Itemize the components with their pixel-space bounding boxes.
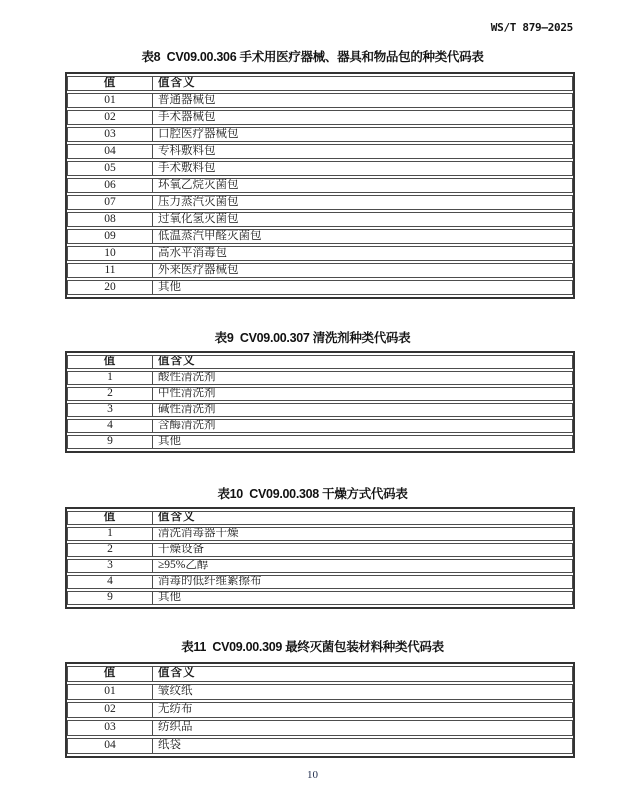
table-row bbox=[67, 144, 573, 159]
meaning-cell: 环氧乙烷灭菌包 bbox=[153, 178, 573, 193]
meaning-cell: 专科敷料包 bbox=[153, 144, 573, 159]
meaning-cell: 纺织品 bbox=[153, 720, 573, 736]
table-row bbox=[67, 280, 573, 295]
meaning-cell: 干燥设备 bbox=[153, 543, 573, 557]
value-cell: 06 bbox=[67, 178, 153, 193]
meaning-cell: 低温蒸汽甲醛灭菌包 bbox=[153, 229, 573, 244]
value-cell: 2 bbox=[67, 543, 153, 557]
meaning-cell: 纸袋 bbox=[153, 738, 573, 754]
value-cell: 04 bbox=[67, 144, 153, 159]
table-row bbox=[67, 127, 573, 142]
value-column-header: 值 bbox=[67, 511, 153, 525]
table-row bbox=[67, 591, 573, 605]
table-row bbox=[67, 575, 573, 589]
table-row bbox=[67, 263, 573, 278]
value-cell: 4 bbox=[67, 419, 153, 433]
table8-title: 表8 CV09.00.306 手术用医疗器械、器具和物品包的种类代码表 bbox=[141, 50, 484, 64]
value-cell: 2 bbox=[67, 387, 153, 401]
value-cell: 20 bbox=[67, 280, 153, 295]
value-cell: 4 bbox=[67, 575, 153, 589]
table11-title: 表11 CV09.00.309 最终灭菌包装材料种类代码表 bbox=[181, 640, 444, 654]
meaning-column-header: 值含义 bbox=[153, 355, 573, 369]
meaning-cell: 手术敷料包 bbox=[153, 161, 573, 176]
meaning-cell: 其他 bbox=[153, 435, 573, 449]
table-header-row bbox=[67, 355, 573, 369]
value-cell: 1 bbox=[67, 527, 153, 541]
meaning-cell: 过氧化氢灭菌包 bbox=[153, 212, 573, 227]
table9-title: 表9 CV09.00.307 清洗剂种类代码表 bbox=[214, 331, 411, 345]
value-cell: 05 bbox=[67, 161, 153, 176]
value-column-header: 值 bbox=[67, 355, 153, 369]
table-row bbox=[67, 419, 573, 433]
table10-drying-method-codes bbox=[65, 507, 575, 609]
page-number: 10 bbox=[307, 769, 318, 781]
value-cell: 1 bbox=[67, 371, 153, 385]
meaning-cell: 高水平消毒包 bbox=[153, 246, 573, 261]
table-row bbox=[67, 195, 573, 210]
meaning-cell: 压力蒸汽灭菌包 bbox=[153, 195, 573, 210]
table-row bbox=[67, 229, 573, 244]
table-row bbox=[67, 371, 573, 385]
meaning-cell: 清洗消毒器干燥 bbox=[153, 527, 573, 541]
table-row bbox=[67, 161, 573, 176]
table-row bbox=[67, 527, 573, 541]
meaning-cell: 皱纹纸 bbox=[153, 684, 573, 700]
table-row bbox=[67, 702, 573, 718]
table11-packaging-material-codes bbox=[65, 662, 575, 758]
table9-detergent-codes bbox=[65, 351, 575, 453]
value-cell: 03 bbox=[67, 720, 153, 736]
table-header-row bbox=[67, 666, 573, 682]
table-row bbox=[67, 559, 573, 573]
meaning-column-header: 值含义 bbox=[153, 511, 573, 525]
value-cell: 11 bbox=[67, 263, 153, 278]
value-cell: 03 bbox=[67, 127, 153, 142]
table10-title: 表10 CV09.00.308 干燥方式代码表 bbox=[217, 487, 408, 501]
standard-number: WS/T 879—2025 bbox=[490, 21, 573, 34]
table-row bbox=[67, 212, 573, 227]
value-cell: 01 bbox=[67, 684, 153, 700]
meaning-cell: 其他 bbox=[153, 591, 573, 605]
value-column-header: 值 bbox=[67, 666, 153, 682]
table-row bbox=[67, 684, 573, 700]
table-row bbox=[67, 178, 573, 193]
table-row bbox=[67, 403, 573, 417]
value-cell: 02 bbox=[67, 702, 153, 718]
value-cell: 04 bbox=[67, 738, 153, 754]
meaning-cell: ≥95%乙醇 bbox=[153, 559, 573, 573]
value-cell: 9 bbox=[67, 435, 153, 449]
meaning-cell: 消毒的低纤维絮擦布 bbox=[153, 575, 573, 589]
table-row bbox=[67, 543, 573, 557]
meaning-cell: 碱性清洗剂 bbox=[153, 403, 573, 417]
meaning-cell: 含酶清洗剂 bbox=[153, 419, 573, 433]
table-row bbox=[67, 738, 573, 754]
value-cell: 07 bbox=[67, 195, 153, 210]
table-header-row bbox=[67, 511, 573, 525]
value-cell: 10 bbox=[67, 246, 153, 261]
meaning-cell: 酸性清洗剂 bbox=[153, 371, 573, 385]
table-row bbox=[67, 93, 573, 108]
meaning-column-header: 值含义 bbox=[153, 76, 573, 91]
table-row bbox=[67, 246, 573, 261]
meaning-cell: 手术器械包 bbox=[153, 110, 573, 125]
meaning-cell: 其他 bbox=[153, 280, 573, 295]
table-row bbox=[67, 720, 573, 736]
meaning-cell: 中性清洗剂 bbox=[153, 387, 573, 401]
table-row bbox=[67, 387, 573, 401]
table-header-row bbox=[67, 76, 573, 91]
value-cell: 3 bbox=[67, 559, 153, 573]
meaning-cell: 外来医疗器械包 bbox=[153, 263, 573, 278]
value-cell: 9 bbox=[67, 591, 153, 605]
meaning-cell: 无纺布 bbox=[153, 702, 573, 718]
value-cell: 08 bbox=[67, 212, 153, 227]
meaning-column-header: 值含义 bbox=[153, 666, 573, 682]
table8-surgical-pack-codes bbox=[65, 72, 575, 299]
table-row bbox=[67, 435, 573, 449]
value-cell: 01 bbox=[67, 93, 153, 108]
value-column-header: 值 bbox=[67, 76, 153, 91]
value-cell: 09 bbox=[67, 229, 153, 244]
table-row bbox=[67, 110, 573, 125]
meaning-cell: 普通器械包 bbox=[153, 93, 573, 108]
meaning-cell: 口腔医疗器械包 bbox=[153, 127, 573, 142]
value-cell: 02 bbox=[67, 110, 153, 125]
value-cell: 3 bbox=[67, 403, 153, 417]
